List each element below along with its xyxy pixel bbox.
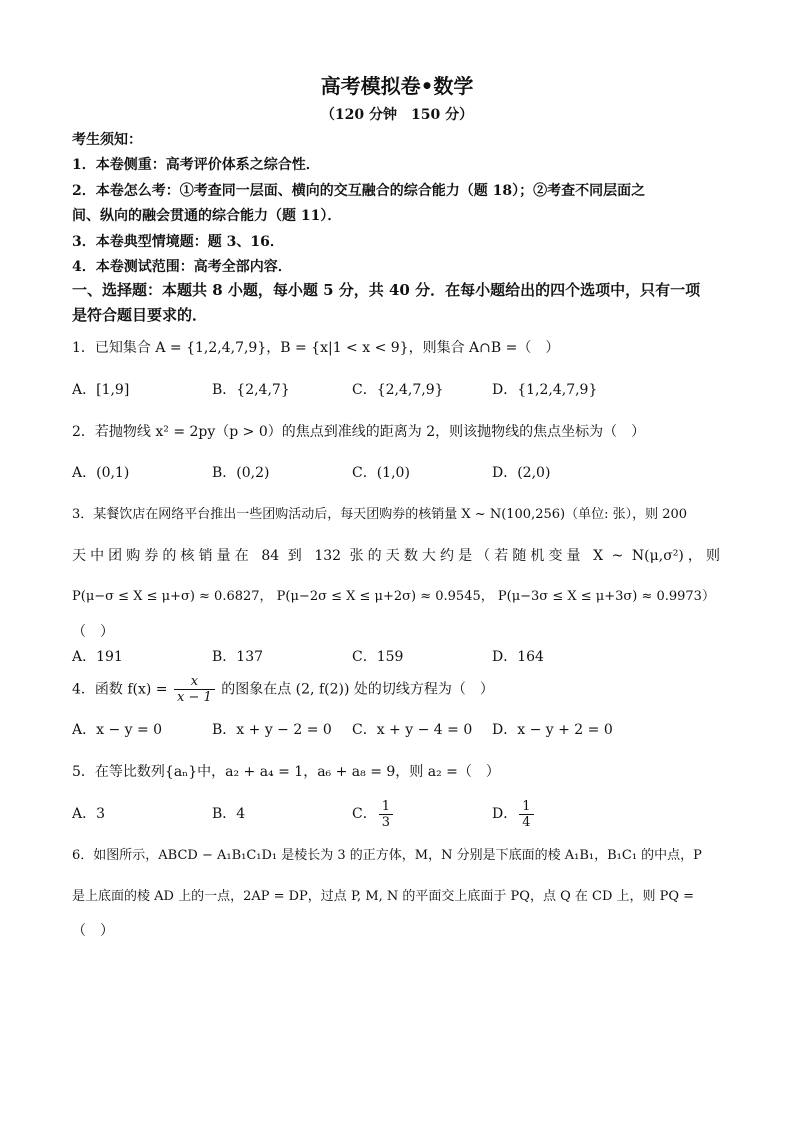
notice-item: 3．本卷典型情境题：题 3、16． — [72, 234, 284, 250]
question-3-line3: P(μ−σ ≤ X ≤ μ+σ) ≈ 0.6827， P(μ−2σ ≤ X ≤ μ+2σ) ≈ 0.9545， P(μ−3σ ≤ X ≤ μ+3σ) ≈ 0.9973） — [72, 589, 715, 604]
question-2-option-a: A．(0,1) — [72, 465, 130, 481]
question-4-fraction — [174, 674, 215, 705]
question-4-option-d: D．x − y + 2 = 0 — [492, 722, 613, 738]
question-1-option-a: A．[1,9] — [72, 382, 130, 398]
question-3-line2: 天中团购券的核销量在 84 到 132 张的天数大约是（若随机变量 X ~ N(μ,σ²)，则 — [72, 548, 720, 564]
fraction-denominator: 4 — [522, 814, 531, 830]
notice-heading: 考生须知： — [72, 132, 142, 148]
option-fraction — [519, 799, 533, 830]
question-5-option-c — [352, 796, 395, 832]
question-2-option-d: D．(2,0) — [492, 465, 551, 481]
question-6-line2: 是上底面的棱 AD 上的一点，2AP = DP，过点 P, M, N 的平面交上底面于 PQ，点 Q 在 CD 上，则 PQ = — [72, 889, 695, 904]
question-1-option-b: B．{2,4,7} — [212, 382, 290, 398]
question-3-option-a: A．191 — [72, 649, 123, 665]
question-2-option-b: B．(0,2) — [212, 465, 270, 481]
question-1-option-c: C．{2,4,7,9} — [352, 382, 444, 398]
option-label: D． — [492, 806, 518, 822]
section-heading-line1: 一、选择题：本题共 8 小题，每小题 5 分，共 40 分．在每小题给出的四个选项中，只有一项 — [72, 281, 701, 299]
fraction-denominator: 3 — [381, 814, 390, 830]
fraction-denominator: x − 1 — [177, 690, 212, 705]
notice-item: 2．本卷怎么考：①考查同一层面、横向的交互融合的综合能力（题 18）；②考查不同层面之 — [72, 183, 646, 199]
fraction-numerator: 1 — [519, 799, 533, 815]
question-1-option-d: D．{1,2,4,7,9} — [492, 382, 598, 398]
question-4-option-c: C．x + y − 4 = 0 — [352, 722, 473, 738]
notice-item: 4．本卷测试范围：高考全部内容． — [72, 259, 292, 275]
page-subtitle: （120 分钟 150 分） — [320, 107, 474, 123]
question-2-option-c: C．(1,0) — [352, 465, 410, 481]
question-3-line1: 3．某餐饮店在网络平台推出一些团购活动后，每天团购券的核销量 X ~ N(100,256)（单位: 张），则 200 — [72, 507, 688, 522]
question-4-option-a: A．x − y = 0 — [72, 722, 163, 738]
fraction-numerator: x — [174, 674, 215, 690]
section-heading-line2: 是符合题目要求的． — [72, 306, 208, 324]
question-1-stem: 1．已知集合 A = {1,2,4,7,9}，B = {x|1 < x < 9}，则集合 A∩B =（ ） — [72, 340, 560, 356]
question-3-option-b: B．137 — [212, 649, 264, 665]
page-title: 高考模拟卷•数学 — [320, 74, 474, 98]
question-4-stem-prefix: 4．函数 f(x) = — [72, 681, 168, 698]
question-6-line1: 6．如图所示，ABCD − A₁B₁C₁D₁ 是棱长为 3 的正方体，M，N 分别是下底面的棱 A₁B₁，B₁C₁ 的中点，P — [72, 848, 702, 863]
question-5-option-d — [492, 796, 536, 832]
question-6-answer-blank: （ ） — [72, 923, 114, 939]
question-5-stem: 5．在等比数列{aₙ}中，a₂ + a₄ = 1，a₆ + a₈ = 9，则 a₂ =（ ） — [72, 764, 500, 780]
question-5-option-a: A．3 — [72, 806, 106, 822]
question-4-option-b: B．x + y − 2 = 0 — [212, 722, 332, 738]
question-4-stem — [72, 674, 494, 705]
fraction-numerator: 1 — [379, 799, 393, 815]
notice-item: 间、纵向的融会贯通的综合能力（题 11）． — [72, 208, 342, 224]
option-label: C． — [352, 806, 377, 822]
question-2-stem: 2．若抛物线 x² = 2py（p > 0）的焦点到准线的距离为 2，则该抛物线的焦点坐标为（ ） — [72, 424, 646, 440]
question-3-option-c: C．159 — [352, 649, 404, 665]
question-5-option-b: B．4 — [212, 806, 246, 822]
question-3-option-d: D．164 — [492, 649, 544, 665]
question-3-answer-blank: （ ） — [72, 624, 114, 640]
notice-item: 1．本卷侧重：高考评价体系之综合性． — [72, 157, 320, 173]
question-4-stem-suffix: 的图象在点 (2, f(2)) 处的切线方程为（ ） — [221, 681, 494, 698]
option-fraction — [379, 799, 393, 830]
